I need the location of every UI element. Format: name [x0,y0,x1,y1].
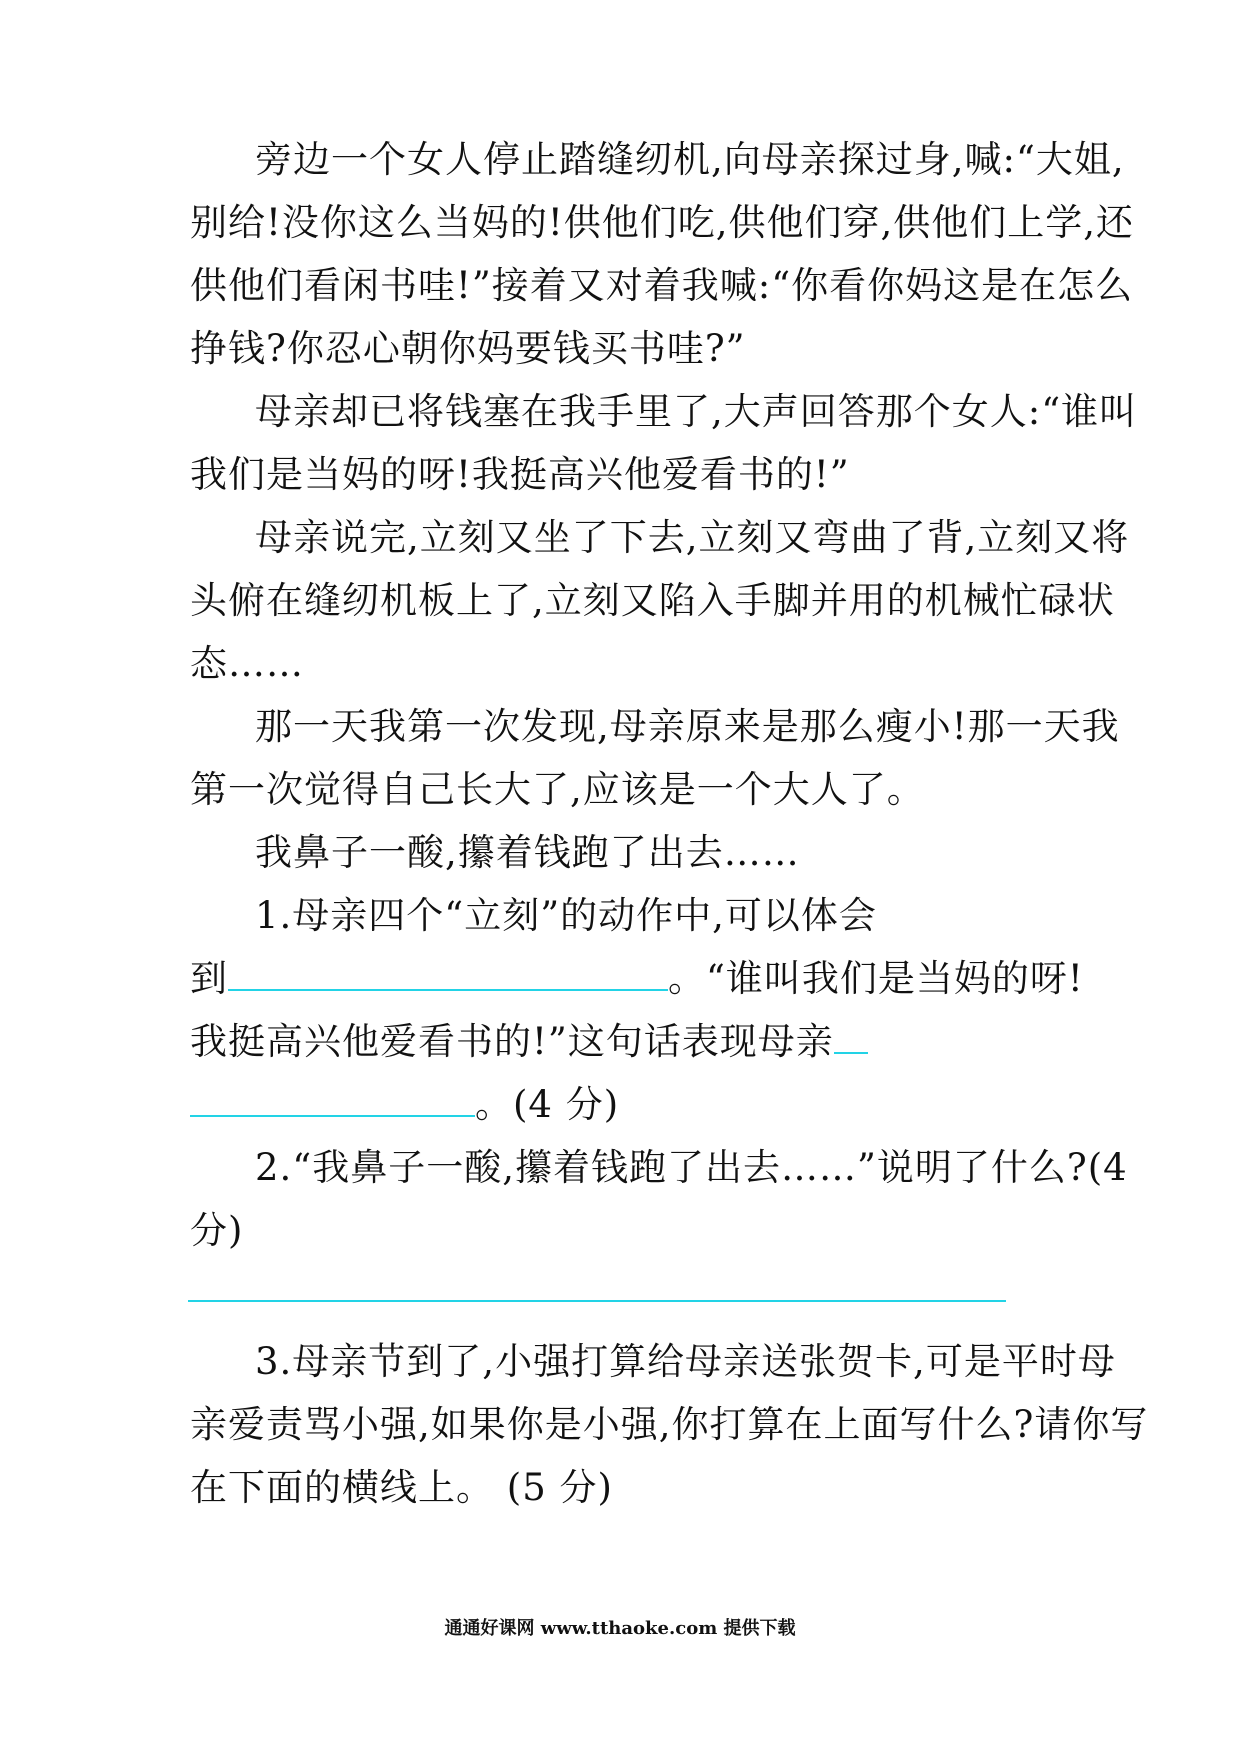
question-1-line1: 1.母亲四个“立刻”的动作中,可以体会 [255,894,877,937]
passage-p1-line3: 供他们看闲书哇!”接着又对着我喊:“你看你妈这是在怎么 [190,264,1134,307]
passage-p3-line1: 母亲说完,立刻又坐了下去,立刻又弯曲了背,立刻又将 [255,516,1130,559]
question-1-score: 。(4 分) [475,1083,620,1126]
question-2-line1: 2.“我鼻子一酸,攥着钱跑了出去……”说明了什么?(4 [255,1146,1128,1189]
passage-p3-line3: 态…… [190,642,304,685]
passage-p1-line4: 挣钱?你忍心朝你妈要钱买书哇?” [190,327,746,370]
question-1-line2 [190,954,1084,1004]
passage-p5: 我鼻子一酸,攥着钱跑了出去…… [255,831,800,874]
question-1-line3 [190,1017,868,1067]
question-1-line3-text: 我挺高兴他爱看书的!”这句话表现母亲 [190,1020,834,1063]
answer-blank-1b-start[interactable] [834,1018,868,1054]
question-3-line2: 亲爱责骂小强,如果你是小强,你打算在上面写什么?请你写 [190,1403,1149,1446]
passage-p4-line2: 第一次觉得自己长大了,应该是一个大人了。 [190,768,925,811]
question-1-line2-suffix: 。“谁叫我们是当妈的呀! [668,957,1084,1000]
answer-blank-1a[interactable] [228,955,668,991]
passage-p1-line1: 旁边一个女人停止踏缝纫机,向母亲探过身,喊:“大姐, [255,138,1125,181]
question-2-line2: 分) [190,1209,244,1252]
question-3-line3: 在下面的横线上。 (5 分) [190,1466,613,1509]
answer-line-2[interactable] [188,1300,1006,1302]
answer-blank-1b[interactable] [190,1081,475,1117]
passage-p4-line1: 那一天我第一次发现,母亲原来是那么瘦小!那一天我 [255,705,1120,748]
question-3-line1: 3.母亲节到了,小强打算给母亲送张贺卡,可是平时母 [255,1340,1116,1383]
question-1-line4 [190,1080,619,1130]
footer-credit: 通通好课网 www.tthaoke.com 提供下载 [444,1618,796,1639]
passage-p2-line1: 母亲却已将钱塞在我手里了,大声回答那个女人:“谁叫 [255,390,1138,433]
question-1-line2-prefix: 到 [190,957,228,1000]
passage-p3-line2: 头俯在缝纫机板上了,立刻又陷入手脚并用的机械忙碌状 [190,579,1115,622]
passage-p2-line2: 我们是当妈的呀!我挺高兴他爱看书的!” [190,453,850,496]
passage-p1-line2: 别给!没你这么当妈的!供他们吃,供他们穿,供他们上学,还 [190,201,1135,244]
